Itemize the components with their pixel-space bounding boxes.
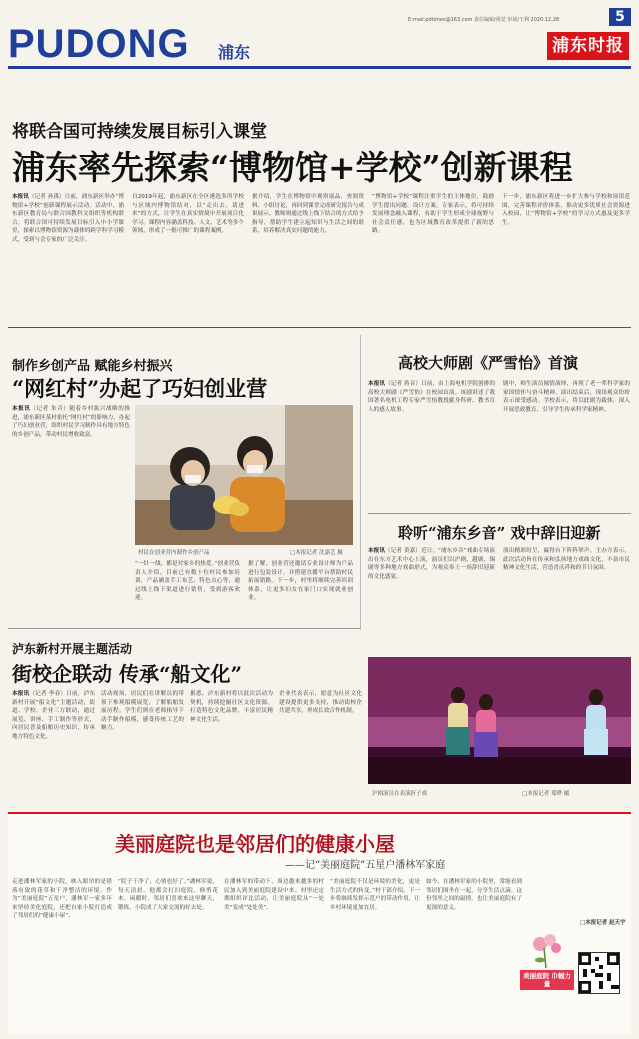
- story2-col-2: “一针一线，都是对家乡的热爱。”创业营负责人介绍，目前已有数十位村民参加培训，产品涵盖手工布艺、特色点心等，通过线上线下渠道进行销售，受到游客欢迎。: [135, 561, 240, 602]
- section-title: PUDONG: [8, 22, 190, 66]
- story5-caption: 沪剧演员在表演折子戏: [372, 791, 428, 797]
- page-number: 5: [609, 8, 631, 26]
- story6-col-3: 在潘林军的带动下，周边越来越多的村民加入到美丽庭院建设中来。村里还定期组织评比活动，让美丽庭院从“一处美”变成“处处美”。: [224, 879, 324, 911]
- story6-col-4: “美丽庭院不仅是环境的美化，更是生活方式的转变。”村干部介绍，下一步将继续发挥示范户的带动作用，让乡村环境更加宜居。: [330, 879, 420, 911]
- story4-col-2: 剧中，师生演员倾情演绎，再现了老一辈科学家的家国情怀与奋斗精神。演出结束后，现场观众纷纷表示深受感动。学校表示，将以此剧为载体，深入开展思政教育，引导学生传承科学家精神。: [503, 381, 630, 413]
- qr-code: [578, 952, 620, 994]
- story2-photo: [135, 405, 353, 545]
- story2-lead: 本报讯: [12, 406, 31, 412]
- story3-col-4: 企业代表表示，愿意为社区文化建设提供更多支持，推动街校企共建共享，形成长效合作机制。: [279, 691, 362, 715]
- section-title-cn: 浦东: [218, 43, 251, 62]
- story6-col-2: “院子干净了，心情也好了。”潘林军说，每天清晨，他都会打扫庭院、修剪花木。闲暇时，邻居们喜欢来这里聊天、锻炼，小院成了大家交流的好去处。: [118, 879, 218, 911]
- story5-photo-image: [368, 657, 631, 784]
- story-divider: [368, 513, 631, 514]
- column-divider: [360, 335, 361, 630]
- section-divider: [8, 327, 631, 328]
- story1-col-2: 自2019年起，浦东新区在全区遴选多所学校与区域内博物馆结对，以“走出去、请进来”的方式，让学生在真实情境中开展项目化学习。课程内容涵盖科技、人文、艺术等多个领域，形成了一批可推广的课程案例。: [132, 194, 244, 235]
- story1-col-3: 据介绍，学生在博物馆中观察展品、查阅资料、小组讨论，再回到课堂完成研究报告与成果展示。教师则通过线上线下结合的方式给予指导，帮助学生建立起知识与生活之间的联系，培养解决真实问题的能力。: [252, 194, 364, 235]
- story5-photo: [368, 657, 631, 784]
- story6-col-1: 走进潘林军家的小院，映入眼帘的是错落有致的花草和干净整洁的环境。作为“美丽庭院”五星户，潘林军一家多年来坚持美化庭院，还把自家小院打造成了邻居们的“健康小屋”。: [12, 879, 112, 920]
- masthead-rule: [8, 66, 631, 69]
- story6-headline: 美丽庭院也是邻居们的健康小屋: [115, 832, 395, 856]
- beautiful-courtyard-badge: [518, 930, 576, 992]
- story5-photo-credit: □本报记者 郑晔 摄: [522, 791, 570, 797]
- story4-headline: 高校大师剧《严雪怡》首演: [398, 354, 579, 372]
- story2-col-1: 本报讯（记者 朱音）随着乡村振兴战略的推进，浦东新区某村依托“网红村”的影响力，办起了巧妇创业营，组织村民学习制作具有地方特色的乡创产品，带动村民增收致富。: [12, 406, 130, 438]
- newspaper-logo: 浦东时报: [547, 32, 629, 60]
- story6-subhead: ——记“美丽庭院”五星户潘林军家庭: [285, 860, 446, 871]
- story-divider-left: [8, 628, 360, 629]
- story2-photo-image: [135, 405, 353, 545]
- edition-line: E-mail:pdtimes@163.com 责任编辑/视觉 审读/王利 2020.12.28: [408, 17, 560, 23]
- story5-headline: 聆听“浦东乡音” 戏中辞旧迎新: [398, 524, 601, 542]
- story1-col-5: 下一步，浦东新区将进一步扩大参与学校和场馆范围，完善课程评价体系，推动更多优质社会资源进入校园，让“博物馆+学校”的学习方式惠及更多学生。: [502, 194, 630, 226]
- story2-caption: 村民在创业营内制作乡创产品: [138, 550, 210, 556]
- story1-col-1: 本报讯（记者 孙禹）日前，浦东新区举办“博物馆+学校”创新课程展示活动。活动中，浦东新区教育局与联合国教科文组织等机构联合，将联合国可持续发展目标引入中小学课堂，探索以博物馆资源为载体的跨学科学习模式，受到与会专家的广泛关注。: [12, 194, 124, 243]
- story2-kicker: 制作乡创产品 赋能乡村振兴: [12, 359, 173, 374]
- badge-text: 美丽庭院 巾帼力量: [523, 972, 571, 988]
- story6-credit: □本报记者 赵天宇: [580, 920, 626, 926]
- story2-headline: “网红村”办起了巧妇创业营: [12, 376, 268, 401]
- qr-code-pattern: [579, 953, 619, 993]
- story6-col-5: 如今，在潘林军家的小院里，常能看到邻居们围坐在一起，分享生活点滴。这份邻里之间的温情，也让美丽庭院有了更深的意义。: [426, 879, 522, 911]
- story3-col-1: 本报讯（记者 李春）日前，泸东新村开展“船文化”主题活动，街道、学校、企业三方联动，通过展览、讲座、手工制作等形式，向居民普及船舶历史知识，传承地方特色文化。: [12, 691, 95, 740]
- story3-kicker: 泸东新村开展主题活动: [12, 642, 133, 656]
- story3-lead: 本报讯: [12, 691, 30, 697]
- story1-lead: 本报讯: [12, 194, 29, 200]
- story3-col-2: 活动现场，居民们在讲解员的带领下参观船模展览，了解船舶发展历程。学生们则在老师指导下动手制作船模，感受传统工艺的魅力。: [101, 691, 184, 732]
- masthead: [8, 4, 631, 66]
- story3-headline: 街校企联动 传承“船文化”: [12, 662, 242, 686]
- story1-headline: 浦东率先探索“博物馆+学校”创新课程: [12, 148, 573, 187]
- story2-photo-credit: □本报记者 沈嘉艺 摄: [290, 550, 343, 556]
- story1-kicker: 将联合国可持续发展目标引入课堂: [12, 122, 267, 142]
- story1-col-4: “博物馆+学校”课程注重学生的主体地位，鼓励学生提出问题、设计方案。专家表示，将可持续发展理念融入课程，有助于学生形成全球视野与社会责任感，也为区域教育改革提供了新的思路。: [372, 194, 494, 235]
- story3-col-3: 据悉，泸东新村将以此次活动为契机，持续挖掘社区文化资源，打造特色文化品牌，丰富居民精神文化生活。: [190, 691, 273, 723]
- story5-col-2: 演出精彩纷呈，赢得台下阵阵掌声。主办方表示，此次活动旨在传承和弘扬地方戏曲文化，丰富市民精神文化生活，营造喜庆祥和的节日氛围。: [503, 548, 630, 572]
- story4-col-1: 本报讯（记者 蒋音）日前，由上海电机学院创排的高校大师剧《严雪怡》在校园首演。该剧讲述了我国著名电机工程专家严雪怡教授献身科研、教书育人的感人故事。: [368, 381, 495, 413]
- story5-lead: 本报讯: [368, 548, 386, 554]
- story2-col-3: 据了解，创业营还邀请专业设计师为产品进行包装设计，并搭建直播平台帮助村民拓展销路。下一步，村里将继续完善培训体系，让更多妇女在家门口实现就业创业。: [248, 561, 353, 602]
- story4-lead: 本报讯: [368, 381, 386, 387]
- story5-col-1: 本报讯（记者 黄嘉）近日，“浦东乡音”戏曲专场演出在东方艺术中心上演，演员们以沪剧、越剧、锡剧等多种地方戏曲形式，为观众奉上一场辞旧迎新的文化盛宴。: [368, 548, 495, 580]
